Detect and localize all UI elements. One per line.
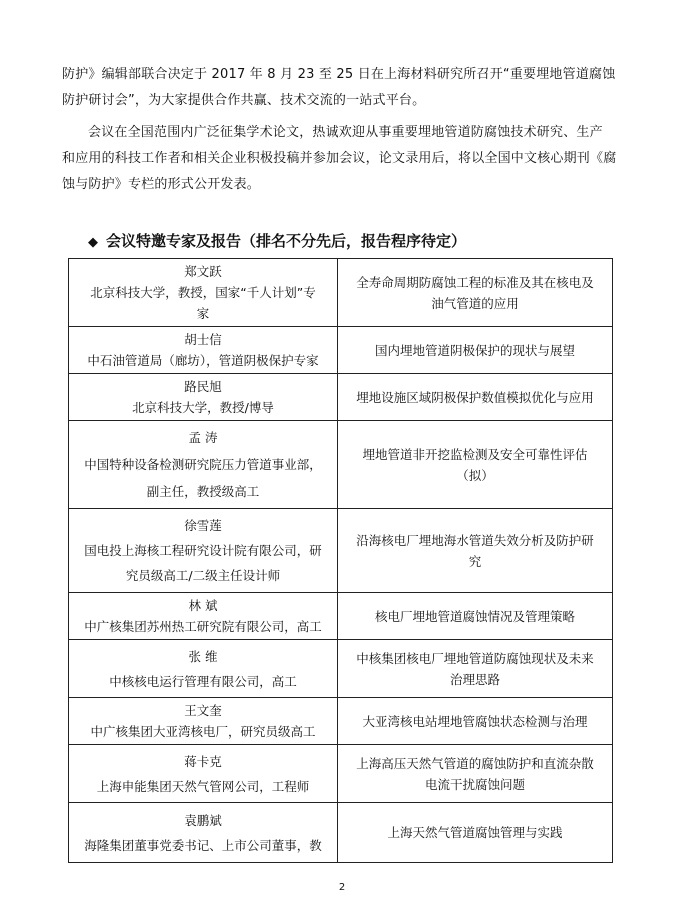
expert-cell xyxy=(69,593,338,640)
expert-cell xyxy=(69,745,338,803)
expert-affiliation: 中石油管道局（廊坊），管道阴极保护专家 xyxy=(87,353,319,368)
report-title: 沿海核电厂埋地海水管道失效分析及防护研 究 xyxy=(338,509,613,593)
report-title: 全寿命周期防腐蚀工程的标准及其在核电及 油气管道的应用 xyxy=(338,259,613,327)
expert-name: 郑文跃 xyxy=(184,264,222,279)
experts-table xyxy=(68,258,613,863)
expert-affiliation: 海隆集团董事党委书记、上市公司董事，教 xyxy=(84,837,322,853)
expert-cell xyxy=(69,374,338,421)
expert-cell xyxy=(69,259,338,327)
expert-name: 蒋卡克 xyxy=(184,753,222,769)
expert-cell xyxy=(69,327,338,374)
expert-name: 路民旭 xyxy=(184,379,222,394)
expert-name: 胡士信 xyxy=(184,332,222,347)
expert-affiliation: 中广核集团大亚湾核电厂，研究员级高工 xyxy=(90,724,316,739)
report-title: 埋地管道非开挖监检测及安全可靠性评估 （拟） xyxy=(338,421,613,509)
expert-cell xyxy=(69,509,338,593)
report-title: 埋地设施区域阴极保护数值模拟优化与应用 xyxy=(338,374,613,421)
table-row xyxy=(69,421,613,509)
expert-affiliation: 中国特种设备检测研究院压力管道事业部， 副主任，教授级高工 xyxy=(84,457,322,499)
expert-affiliation: 上海申能集团天然气管网公司，工程师 xyxy=(96,778,310,794)
intro-paragraph-continued: 防护》编辑部联合决定于 2017 年 8 月 23 至 25 日在上海材料研究所召开“重要埋地管道腐蚀 防护研讨会”，为大家提供合作共赢、技术交流的一站式平台。 xyxy=(62,67,616,108)
table-row xyxy=(69,509,613,593)
expert-affiliation: 中广核集团苏州热工研究院有限公司，高工 xyxy=(84,619,322,634)
expert-affiliation: 北京科技大学，教授，国家“千人计划”专 家 xyxy=(90,285,316,321)
expert-affiliation: 国电投上海核工程研究设计院有限公司，研 究员级高工/二级主任设计师 xyxy=(84,543,322,583)
expert-cell xyxy=(69,803,338,863)
expert-name: 林 斌 xyxy=(188,598,218,613)
expert-affiliation: 中核核电运行管理有限公司，高工 xyxy=(109,673,297,689)
page-number: 2 xyxy=(338,882,346,893)
table-row xyxy=(69,698,613,745)
table-row xyxy=(69,593,613,640)
expert-cell xyxy=(69,421,338,509)
expert-cell xyxy=(69,698,338,745)
report-title: 上海高压天然气管道的腐蚀防护和直流杂散 电流干扰腐蚀问题 xyxy=(338,745,613,803)
expert-affiliation: 北京科技大学，教授/博导 xyxy=(132,400,274,415)
report-title: 中核集团核电厂埋地管道防腐蚀现状及未来 治理思路 xyxy=(338,640,613,698)
report-title: 大亚湾核电站埋地管腐蚀状态检测与治理 xyxy=(338,698,613,745)
section-heading-text: 会议特邀专家及报告（排名不分先后，报告程序待定） xyxy=(106,232,467,250)
table-row xyxy=(69,259,613,327)
report-title: 国内埋地管道阴极保护的现状与展望 xyxy=(338,327,613,374)
expert-name: 袁鹏斌 xyxy=(184,812,222,828)
expert-name: 徐雪莲 xyxy=(184,518,222,533)
table-row xyxy=(69,640,613,698)
table-row xyxy=(69,803,613,863)
report-title: 核电厂埋地管道腐蚀情况及管理策略 xyxy=(338,593,613,640)
expert-cell xyxy=(69,640,338,698)
expert-name: 孟 涛 xyxy=(188,430,218,445)
expert-name: 张 维 xyxy=(188,648,218,664)
table-row xyxy=(69,745,613,803)
call-for-papers-paragraph: 会议在全国范围内广泛征集学术论文，热诚欢迎从事重要埋地管道防腐蚀技术研究、生产 和应用的科技工作者和相关企业积极投稿并参加会议，论文录用后，将以全国中文核心期刊《腐 蚀与防护》专栏的形式公开发表。 xyxy=(62,125,617,192)
section-heading xyxy=(88,230,466,254)
expert-name: 王文奎 xyxy=(184,703,222,718)
diamond-bullet-icon: ◆ xyxy=(88,235,98,250)
report-title: 上海天然气管道腐蚀管理与实践 xyxy=(338,803,613,863)
table-row xyxy=(69,327,613,374)
table-row xyxy=(69,374,613,421)
